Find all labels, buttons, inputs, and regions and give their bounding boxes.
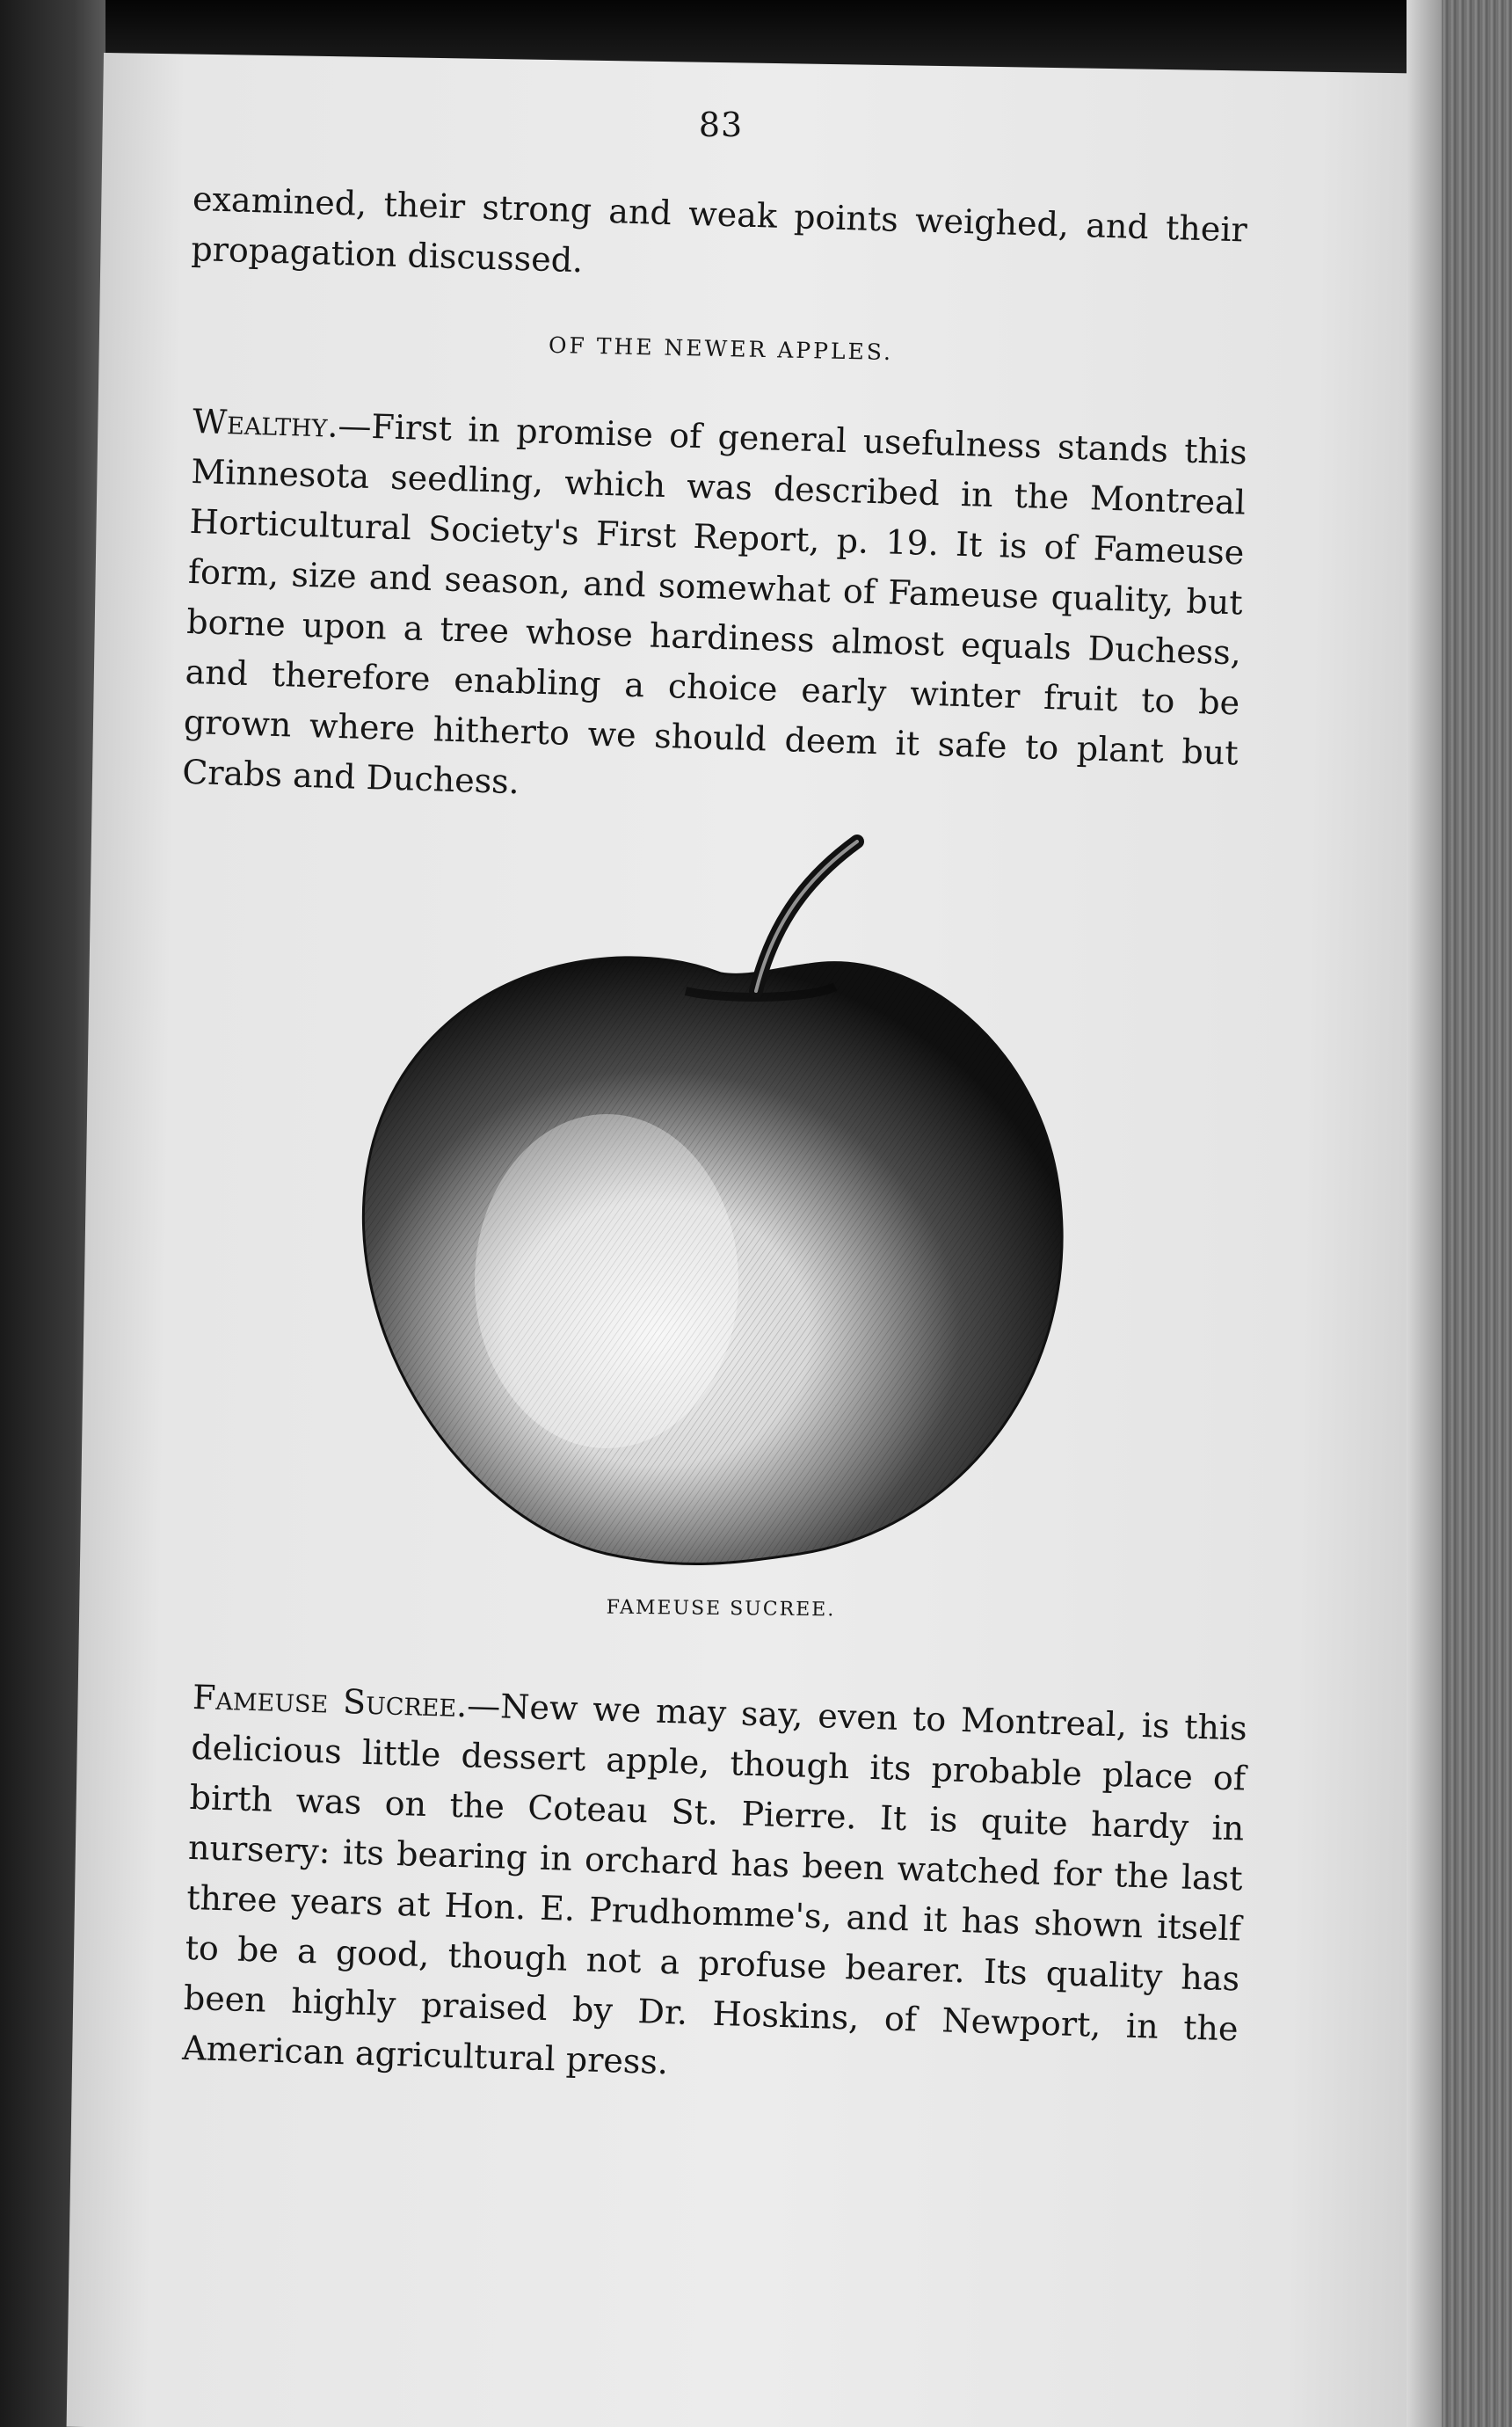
fameuse-sucree-paragraph — [181, 1673, 1247, 2104]
intro-paragraph: examined, their strong and weak points weighed, and their propagation discussed. — [190, 179, 1248, 281]
page-stack-edge — [1442, 0, 1512, 2427]
wealthy-text: —First in promise of general usefulness stands this Minnesota seedling, which was described in the Montreal Horticultural Society's First Report, p. 19. It is of Fameuse form, size and season, and somewhat of Fameuse quality, but borne upon a tree whose hardiness almost equals Duchess, and therefore enabling a choice early winter fruit to be grown where hitherto we should deem it safe to plant but Crabs and Duchess. — [181, 405, 1248, 802]
fameuse-sucree-lead: Fameuse Sucree. — [192, 1677, 468, 1725]
page-edge-shadow — [1407, 0, 1442, 2427]
apple-illustration — [193, 824, 1248, 1598]
fameuse-sucree-text: —New we may say, even to Montreal, is this delicious little dessert apple, though its probable place of birth was on the Coteau St. Pierre. It is quite hardy in nursery: its bearing in orchard has been watched for the last three years at Hon. E. Prudhomme's, and it has shown itself to be a good, though not a profuse bearer. Its quality has been highly praised by Dr. Hoskins, of Newport, in the American agricultural press. — [181, 1686, 1248, 2082]
page-number: 83 — [698, 106, 744, 144]
figure-caption: FAMEUSE SUCREE. — [606, 1596, 836, 1622]
apple-engraving-icon — [193, 824, 1248, 1598]
page-content — [181, 106, 1248, 2082]
wealthy-paragraph — [181, 397, 1247, 828]
section-heading: OF THE NEWER APPLES. — [548, 332, 894, 366]
wealthy-lead: Wealthy. — [192, 401, 339, 445]
